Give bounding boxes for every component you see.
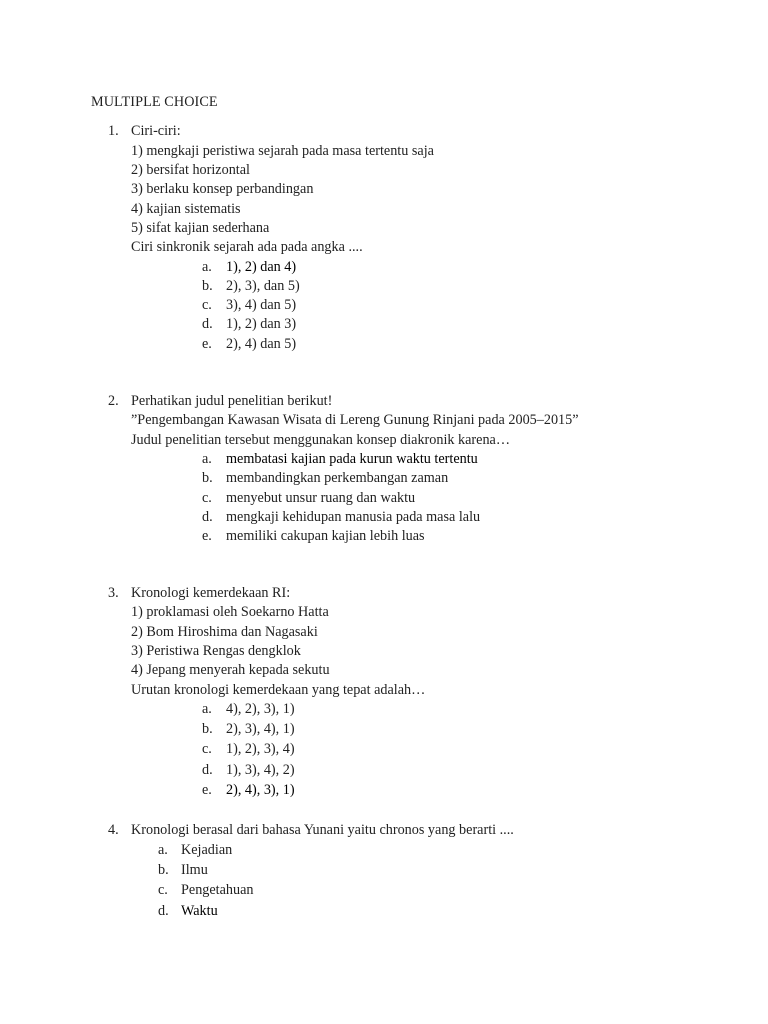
question-3-option-text: 2), 3), 4), 1) [226, 721, 295, 737]
question-1-option-letter: e. [202, 336, 212, 352]
question-2-option-letter: c. [202, 490, 212, 506]
question-4-stem: Kronologi berasal dari bahasa Yunani yaitu chronos yang berarti .... [131, 822, 514, 838]
question-2-option-text: memiliki cakupan kajian lebih luas [226, 528, 425, 544]
question-4-option-text: Ilmu [181, 862, 208, 878]
question-1-option-text: 2), 4) dan 5) [226, 336, 297, 352]
question-3-item: 2) Bom Hiroshima dan Nagasaki [131, 624, 318, 640]
question-1-option-text: 1), 2) dan 4) [226, 259, 297, 275]
question-1-prompt: Ciri sinkronik sejarah ada pada angka .... [131, 239, 363, 255]
question-3-option-text: 2), 4), 3), 1) [226, 782, 295, 798]
question-2-prompt: Judul penelitian tersebut menggunakan konsep diakronik karena… [131, 432, 511, 448]
question-2-option-text: membatasi kajian pada kurun waktu tertentu [226, 451, 478, 467]
question-3-option-letter: a. [202, 701, 212, 717]
question-4-option-letter: b. [158, 862, 169, 878]
question-2-option-text: mengkaji kehidupan manusia pada masa lalu [226, 509, 481, 525]
question-3-option-text: 1), 2), 3), 4) [226, 741, 295, 757]
question-3-option-letter: c. [202, 741, 212, 757]
question-1-option-text: 3), 4) dan 5) [226, 297, 297, 313]
question-1-stem: Ciri-ciri: [131, 123, 181, 139]
question-3-item: 3) Peristiwa Rengas dengklok [131, 643, 301, 659]
question-4-number: 4. [108, 822, 119, 838]
question-1-item: 5) sifat kajian sederhana [131, 220, 270, 236]
question-1-number: 1. [108, 123, 119, 139]
question-4-option-text: Waktu [181, 903, 218, 919]
question-2-option-text: membandingkan perkembangan zaman [226, 470, 449, 486]
question-2-option-letter: e. [202, 528, 212, 544]
question-2-option-text: menyebut unsur ruang dan waktu [226, 490, 416, 506]
question-1-option-letter: b. [202, 278, 213, 294]
question-3-prompt: Urutan kronologi kemerdekaan yang tepat adalah… [131, 682, 426, 698]
question-4-option-text: Pengetahuan [181, 882, 254, 898]
question-1-option-text: 2), 3), dan 5) [226, 278, 300, 294]
question-2-option-letter: a. [202, 451, 212, 467]
question-4-option-letter: c. [158, 882, 168, 898]
page-title: MULTIPLE CHOICE [91, 94, 218, 110]
question-4-option-text: Kejadian [181, 842, 233, 858]
question-3-option-letter: e. [202, 782, 212, 798]
question-2-option-letter: b. [202, 470, 213, 486]
question-2-stem: Perhatikan judul penelitian berikut! [131, 393, 333, 409]
question-2-option-letter: d. [202, 509, 213, 525]
question-2-number: 2. [108, 393, 119, 409]
question-3-item: 1) proklamasi oleh Soekarno Hatta [131, 604, 329, 620]
question-3-stem: Kronologi kemerdekaan RI: [131, 585, 291, 601]
question-1-option-letter: d. [202, 316, 213, 332]
question-1-item: 3) berlaku konsep perbandingan [131, 181, 314, 197]
question-3-option-letter: b. [202, 721, 213, 737]
question-4-option-letter: a. [158, 842, 168, 858]
question-2-quote: ”Pengembangan Kawasan Wisata di Lereng Gunung Rinjani pada 2005–2015” [131, 412, 579, 428]
question-1-item: 1) mengkaji peristiwa sejarah pada masa tertentu saja [131, 143, 434, 159]
question-1-item: 4) kajian sistematis [131, 201, 241, 217]
question-3-item: 4) Jepang menyerah kepada sekutu [131, 662, 330, 678]
question-3-option-text: 4), 2), 3), 1) [226, 701, 295, 717]
question-1-item: 2) bersifat horizontal [131, 162, 250, 178]
question-3-option-letter: d. [202, 762, 213, 778]
question-1-option-letter: c. [202, 297, 212, 313]
question-3-number: 3. [108, 585, 119, 601]
question-4-option-letter: d. [158, 903, 169, 919]
question-1-option-text: 1), 2) dan 3) [226, 316, 297, 332]
question-1-option-letter: a. [202, 259, 212, 275]
question-3-option-text: 1), 3), 4), 2) [226, 762, 295, 778]
